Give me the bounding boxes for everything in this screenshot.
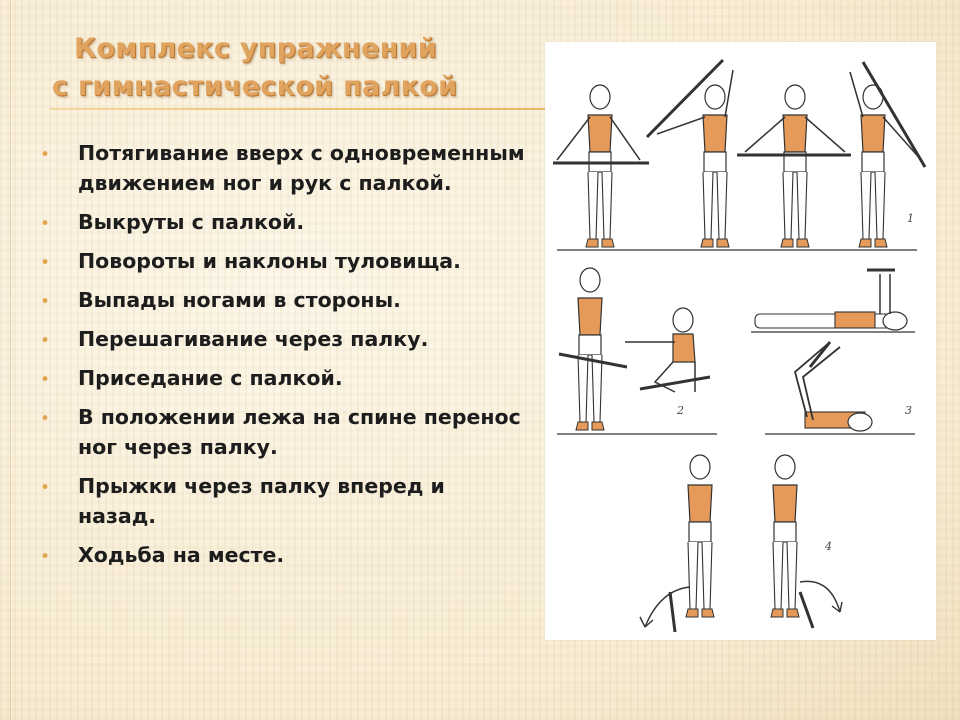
bullet-icon: • <box>40 331 51 351</box>
list-item: • Выкруты с палкой. <box>40 207 530 237</box>
figure-row-2 <box>559 268 710 430</box>
figure-row-4 <box>640 455 842 632</box>
bullet-icon: • <box>40 214 51 234</box>
bullet-icon: • <box>40 478 51 498</box>
title-underline <box>50 108 545 110</box>
list-item: • Ходьба на месте. <box>40 540 530 570</box>
title-line-2: с гимнастической палкой <box>52 71 458 102</box>
title-line-1: Комплекс упражнений <box>74 33 437 64</box>
figure-row-1 <box>553 60 925 247</box>
list-item: • Выпады ногами в стороны. <box>40 285 530 315</box>
list-item: • В положении лежа на спине перенос ног через палку. <box>40 405 521 459</box>
exercise-illustration <box>545 42 936 640</box>
illustration-panel <box>545 42 936 640</box>
list-item: • Приседание с палкой. <box>40 363 530 393</box>
figure-label-1: 1 <box>907 212 914 225</box>
figure-label-3: 3 <box>905 404 912 417</box>
figure-row-3 <box>755 270 915 434</box>
bullet-icon: • <box>40 145 51 165</box>
figure-label-2: 2 <box>677 404 684 417</box>
slide-title <box>52 30 522 106</box>
bullet-icon: • <box>40 292 51 312</box>
bullet-icon: • <box>40 547 51 567</box>
slide-frame-line <box>10 0 11 720</box>
bullet-icon: • <box>40 409 51 429</box>
bullet-icon: • <box>40 370 51 390</box>
exercise-list <box>40 138 530 579</box>
list-item: • Прыжки через палку вперед и назад. <box>40 474 445 528</box>
bullet-icon: • <box>40 253 51 273</box>
figure-label-4: 4 <box>825 540 832 553</box>
list-item: • Повороты и наклоны туловища. <box>40 246 530 276</box>
list-item: • Потягивание вверх с одновременным движением ног и рук с палкой. <box>40 141 525 195</box>
list-item: • Перешагивание через палку. <box>40 324 530 354</box>
